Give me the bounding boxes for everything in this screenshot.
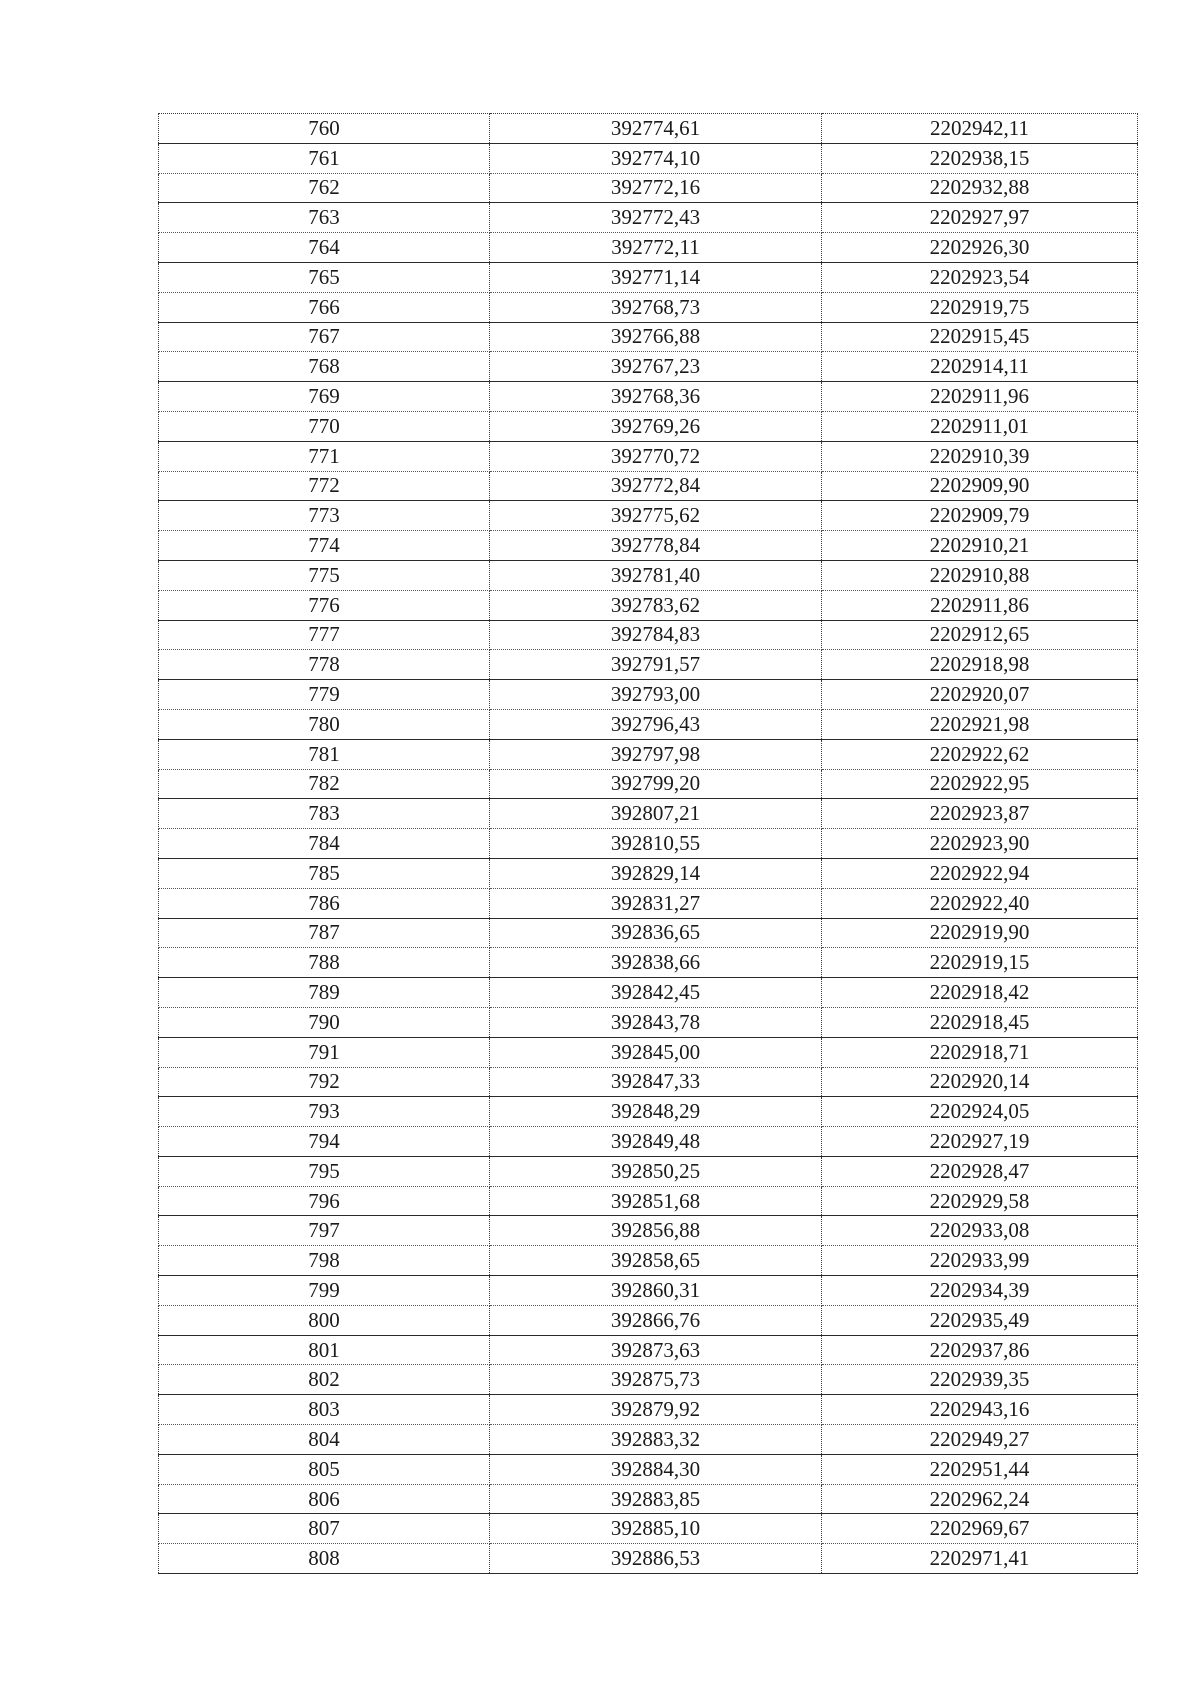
y-coordinate-cell: 2202939,35 [822,1365,1138,1395]
point-number-cell: 780 [159,709,490,739]
table-row [159,262,1138,292]
point-number-cell: 760 [159,114,490,144]
point-number-cell: 800 [159,1305,490,1335]
y-coordinate-cell: 2202919,15 [822,948,1138,978]
x-coordinate-cell: 392829,14 [490,858,822,888]
point-number-cell: 792 [159,1067,490,1097]
y-coordinate-cell: 2202918,71 [822,1037,1138,1067]
x-coordinate-cell: 392768,36 [490,382,822,412]
point-number-cell: 793 [159,1097,490,1127]
x-coordinate-cell: 392848,29 [490,1097,822,1127]
x-coordinate-cell: 392842,45 [490,978,822,1008]
table-row [159,948,1138,978]
table-row [159,1276,1138,1306]
x-coordinate-cell: 392885,10 [490,1514,822,1544]
table-row [159,322,1138,352]
point-number-cell: 799 [159,1276,490,1306]
y-coordinate-cell: 2202932,88 [822,173,1138,203]
x-coordinate-cell: 392883,32 [490,1425,822,1455]
table-row [159,709,1138,739]
y-coordinate-cell: 2202927,97 [822,203,1138,233]
x-coordinate-cell: 392783,62 [490,590,822,620]
y-coordinate-cell: 2202937,86 [822,1335,1138,1365]
x-coordinate-cell: 392793,00 [490,680,822,710]
table-row [159,501,1138,531]
y-coordinate-cell: 2202943,16 [822,1395,1138,1425]
x-coordinate-cell: 392847,33 [490,1067,822,1097]
y-coordinate-cell: 2202924,05 [822,1097,1138,1127]
x-coordinate-cell: 392831,27 [490,888,822,918]
table-row [159,233,1138,263]
y-coordinate-cell: 2202942,11 [822,114,1138,144]
y-coordinate-cell: 2202971,41 [822,1544,1138,1574]
y-coordinate-cell: 2202922,40 [822,888,1138,918]
point-number-cell: 761 [159,143,490,173]
point-number-cell: 762 [159,173,490,203]
y-coordinate-cell: 2202926,30 [822,233,1138,263]
point-number-cell: 808 [159,1544,490,1574]
x-coordinate-cell: 392772,16 [490,173,822,203]
y-coordinate-cell: 2202923,54 [822,262,1138,292]
table-row [159,1037,1138,1067]
x-coordinate-cell: 392774,10 [490,143,822,173]
y-coordinate-cell: 2202962,24 [822,1484,1138,1514]
point-number-cell: 801 [159,1335,490,1365]
x-coordinate-cell: 392772,11 [490,233,822,263]
x-coordinate-cell: 392784,83 [490,620,822,650]
x-coordinate-cell: 392810,55 [490,829,822,859]
x-coordinate-cell: 392838,66 [490,948,822,978]
point-number-cell: 785 [159,858,490,888]
table-row [159,352,1138,382]
point-number-cell: 783 [159,799,490,829]
y-coordinate-cell: 2202910,39 [822,441,1138,471]
y-coordinate-cell: 2202933,99 [822,1246,1138,1276]
table-row [159,1425,1138,1455]
point-number-cell: 765 [159,262,490,292]
x-coordinate-cell: 392807,21 [490,799,822,829]
table-row [159,1335,1138,1365]
point-number-cell: 806 [159,1484,490,1514]
x-coordinate-cell: 392843,78 [490,1007,822,1037]
x-coordinate-cell: 392775,62 [490,501,822,531]
table-row [159,1007,1138,1037]
point-number-cell: 768 [159,352,490,382]
point-number-cell: 798 [159,1246,490,1276]
x-coordinate-cell: 392845,00 [490,1037,822,1067]
table-row [159,978,1138,1008]
point-number-cell: 784 [159,829,490,859]
table-row [159,888,1138,918]
table-row [159,1186,1138,1216]
table-row [159,114,1138,144]
x-coordinate-cell: 392767,23 [490,352,822,382]
point-number-cell: 786 [159,888,490,918]
table-row [159,1216,1138,1246]
x-coordinate-cell: 392873,63 [490,1335,822,1365]
x-coordinate-cell: 392772,84 [490,471,822,501]
x-coordinate-cell: 392791,57 [490,650,822,680]
x-coordinate-cell: 392866,76 [490,1305,822,1335]
table-row [159,1544,1138,1574]
point-number-cell: 782 [159,769,490,799]
y-coordinate-cell: 2202911,86 [822,590,1138,620]
x-coordinate-cell: 392771,14 [490,262,822,292]
point-number-cell: 769 [159,382,490,412]
y-coordinate-cell: 2202938,15 [822,143,1138,173]
x-coordinate-cell: 392849,48 [490,1127,822,1157]
point-number-cell: 776 [159,590,490,620]
table-row [159,1097,1138,1127]
y-coordinate-cell: 2202918,45 [822,1007,1138,1037]
point-number-cell: 797 [159,1216,490,1246]
table-row [159,680,1138,710]
table-row [159,382,1138,412]
table-row [159,1365,1138,1395]
y-coordinate-cell: 2202935,49 [822,1305,1138,1335]
table-row [159,411,1138,441]
table-row [159,620,1138,650]
point-number-cell: 767 [159,322,490,352]
table-row [159,1484,1138,1514]
table-row [159,858,1138,888]
point-number-cell: 771 [159,441,490,471]
table-row [159,292,1138,322]
x-coordinate-cell: 392766,88 [490,322,822,352]
point-number-cell: 774 [159,531,490,561]
point-number-cell: 807 [159,1514,490,1544]
y-coordinate-cell: 2202929,58 [822,1186,1138,1216]
x-coordinate-cell: 392884,30 [490,1454,822,1484]
table-row [159,441,1138,471]
table-row [159,769,1138,799]
point-number-cell: 794 [159,1127,490,1157]
y-coordinate-cell: 2202923,90 [822,829,1138,859]
table-row [159,1156,1138,1186]
y-coordinate-cell: 2202910,88 [822,560,1138,590]
x-coordinate-cell: 392875,73 [490,1365,822,1395]
table-row [159,1395,1138,1425]
table-row [159,1305,1138,1335]
point-number-cell: 770 [159,411,490,441]
y-coordinate-cell: 2202969,67 [822,1514,1138,1544]
point-number-cell: 772 [159,471,490,501]
y-coordinate-cell: 2202909,79 [822,501,1138,531]
y-coordinate-cell: 2202951,44 [822,1454,1138,1484]
y-coordinate-cell: 2202914,11 [822,352,1138,382]
y-coordinate-cell: 2202919,90 [822,918,1138,948]
table-row [159,829,1138,859]
table-row [159,918,1138,948]
y-coordinate-cell: 2202949,27 [822,1425,1138,1455]
table-row [159,531,1138,561]
table-row [159,1246,1138,1276]
y-coordinate-cell: 2202920,07 [822,680,1138,710]
y-coordinate-cell: 2202911,01 [822,411,1138,441]
point-number-cell: 779 [159,680,490,710]
y-coordinate-cell: 2202910,21 [822,531,1138,561]
point-number-cell: 790 [159,1007,490,1037]
y-coordinate-cell: 2202922,62 [822,739,1138,769]
table-row [159,471,1138,501]
x-coordinate-cell: 392797,98 [490,739,822,769]
point-number-cell: 778 [159,650,490,680]
y-coordinate-cell: 2202912,65 [822,620,1138,650]
table-row [159,799,1138,829]
table-row [159,1067,1138,1097]
y-coordinate-cell: 2202918,98 [822,650,1138,680]
y-coordinate-cell: 2202927,19 [822,1127,1138,1157]
table-row [159,1454,1138,1484]
y-coordinate-cell: 2202921,98 [822,709,1138,739]
y-coordinate-cell: 2202911,96 [822,382,1138,412]
x-coordinate-cell: 392772,43 [490,203,822,233]
x-coordinate-cell: 392851,68 [490,1186,822,1216]
table-row [159,560,1138,590]
y-coordinate-cell: 2202922,95 [822,769,1138,799]
coordinates-table [158,113,1138,1574]
x-coordinate-cell: 392850,25 [490,1156,822,1186]
point-number-cell: 766 [159,292,490,322]
x-coordinate-cell: 392856,88 [490,1216,822,1246]
x-coordinate-cell: 392796,43 [490,709,822,739]
point-number-cell: 796 [159,1186,490,1216]
x-coordinate-cell: 392799,20 [490,769,822,799]
y-coordinate-cell: 2202920,14 [822,1067,1138,1097]
y-coordinate-cell: 2202928,47 [822,1156,1138,1186]
point-number-cell: 763 [159,203,490,233]
table-row [159,173,1138,203]
x-coordinate-cell: 392770,72 [490,441,822,471]
y-coordinate-cell: 2202933,08 [822,1216,1138,1246]
point-number-cell: 764 [159,233,490,263]
y-coordinate-cell: 2202922,94 [822,858,1138,888]
x-coordinate-cell: 392778,84 [490,531,822,561]
x-coordinate-cell: 392781,40 [490,560,822,590]
table-row [159,650,1138,680]
point-number-cell: 804 [159,1425,490,1455]
y-coordinate-cell: 2202919,75 [822,292,1138,322]
table-row [159,1514,1138,1544]
x-coordinate-cell: 392879,92 [490,1395,822,1425]
y-coordinate-cell: 2202923,87 [822,799,1138,829]
y-coordinate-cell: 2202909,90 [822,471,1138,501]
point-number-cell: 788 [159,948,490,978]
point-number-cell: 795 [159,1156,490,1186]
point-number-cell: 791 [159,1037,490,1067]
y-coordinate-cell: 2202915,45 [822,322,1138,352]
point-number-cell: 775 [159,560,490,590]
point-number-cell: 789 [159,978,490,1008]
x-coordinate-cell: 392860,31 [490,1276,822,1306]
point-number-cell: 803 [159,1395,490,1425]
point-number-cell: 777 [159,620,490,650]
y-coordinate-cell: 2202934,39 [822,1276,1138,1306]
x-coordinate-cell: 392858,65 [490,1246,822,1276]
point-number-cell: 787 [159,918,490,948]
x-coordinate-cell: 392883,85 [490,1484,822,1514]
x-coordinate-cell: 392774,61 [490,114,822,144]
point-number-cell: 802 [159,1365,490,1395]
table-row [159,590,1138,620]
point-number-cell: 781 [159,739,490,769]
x-coordinate-cell: 392768,73 [490,292,822,322]
table-row [159,739,1138,769]
x-coordinate-cell: 392769,26 [490,411,822,441]
table-row [159,203,1138,233]
y-coordinate-cell: 2202918,42 [822,978,1138,1008]
point-number-cell: 805 [159,1454,490,1484]
x-coordinate-cell: 392886,53 [490,1544,822,1574]
table-row [159,143,1138,173]
point-number-cell: 773 [159,501,490,531]
coordinates-table-body [159,114,1138,1574]
x-coordinate-cell: 392836,65 [490,918,822,948]
table-row [159,1127,1138,1157]
